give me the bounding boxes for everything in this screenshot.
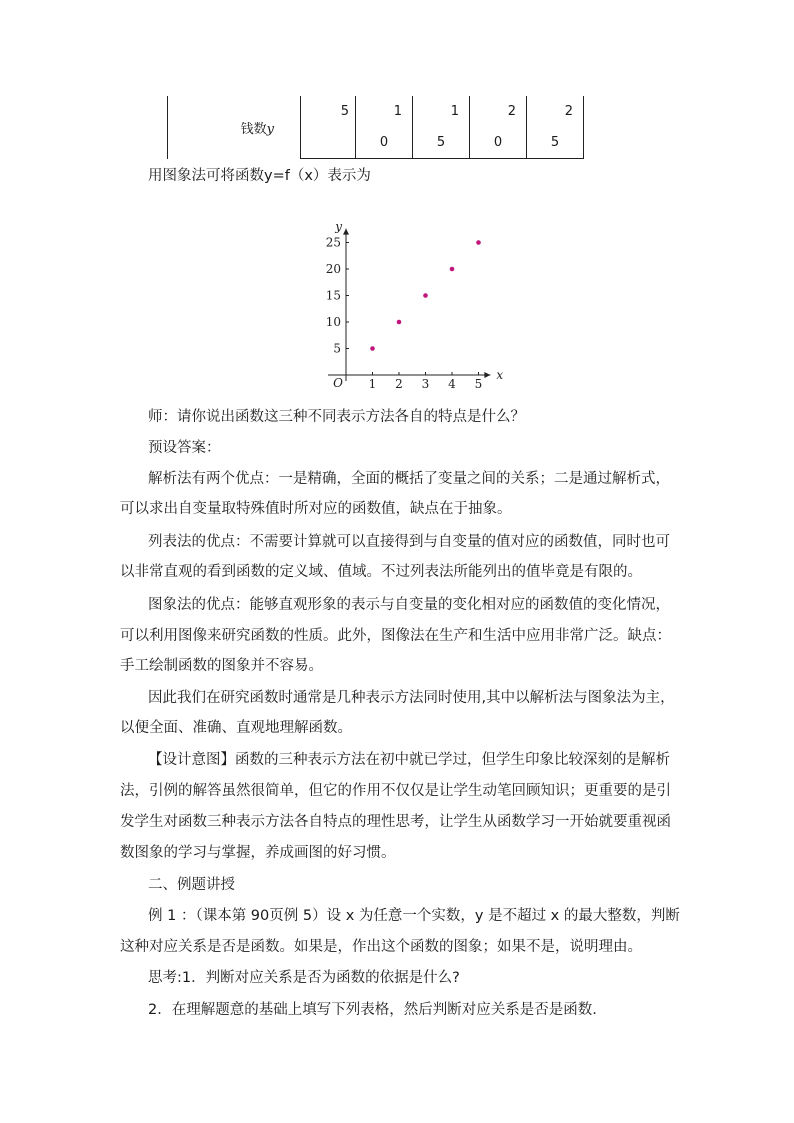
paragraph-line: 因此我们在研究函数时通常是几种表示方法同时使用,其中以解析法与图象法为主， bbox=[148, 690, 675, 706]
x-tick-label: 5 bbox=[474, 377, 483, 391]
table-cell: 1 bbox=[413, 96, 470, 127]
table-cell: 5 bbox=[413, 127, 470, 159]
paragraph-line: 思考:1．判断对应关系是否为函数的依据是什么? bbox=[148, 970, 460, 986]
section-heading: 二、例题讲授 bbox=[148, 877, 235, 893]
table-cell: 2 bbox=[470, 96, 527, 127]
table-row bbox=[168, 96, 584, 127]
x-axis-label: x bbox=[496, 368, 504, 382]
x-tick-label: 2 bbox=[395, 377, 403, 391]
table-cell: 1 bbox=[356, 96, 413, 127]
paragraph-line: 2．在理解题意的基础上填写下列表格，然后判断对应关系是否是函数. bbox=[148, 1002, 597, 1018]
x-axis-arrow bbox=[484, 372, 490, 378]
paragraph-line: 图象法的优点：能够直观形象的表示与自变量的变化相对应的函数值的变化情况， bbox=[148, 597, 670, 613]
row-variable: y bbox=[266, 121, 274, 137]
data-point bbox=[370, 346, 375, 351]
data-point bbox=[450, 267, 455, 272]
y-tick-label: 5 bbox=[333, 341, 341, 356]
paragraph-line: 法，引例的解答虽然很简单，但它的作用不仅仅是让学生动笔回顾知识；更重要的是引 bbox=[120, 783, 671, 799]
table-cell: 0 bbox=[470, 127, 527, 159]
data-point bbox=[423, 293, 428, 298]
paragraph-line: 这种对应关系是否是函数。如果是，作出这个函数的图象；如果不是，说明理由。 bbox=[120, 939, 642, 955]
x-tick-label: 4 bbox=[448, 377, 456, 391]
paragraph-line: 以非常直观的看到函数的定义域、值域。不过列表法所能列出的值毕竟是有限的。 bbox=[120, 564, 642, 580]
row-header-cell bbox=[168, 96, 301, 159]
origin-label: O bbox=[333, 376, 343, 390]
paragraph-line: 手工绘制函数的图象并不容易。 bbox=[120, 658, 323, 674]
paragraph-line: 以便全面、准确、直观地理解函数。 bbox=[120, 720, 352, 736]
paragraph-line: 解析法有两个优点：一是精确，全面的概括了变量之间的关系；二是通过解析式， bbox=[148, 471, 670, 487]
y-axis-arrow bbox=[343, 229, 349, 235]
x-tick-label: 1 bbox=[368, 377, 377, 391]
money-table bbox=[167, 96, 584, 159]
data-point bbox=[476, 240, 481, 245]
paragraph-line: 可以利用图像来研究函数的性质。此外，图像法在生产和生活中应用非常广泛。缺点： bbox=[120, 628, 671, 644]
y-tick-label: 25 bbox=[325, 235, 341, 250]
table-cell: 2 bbox=[527, 96, 584, 127]
x-tick-label: 3 bbox=[421, 377, 430, 391]
preset-answer-label: 预设答案： bbox=[148, 440, 221, 456]
row-label: 钱数 bbox=[240, 121, 267, 137]
paragraph-line: 【设计意图】函数的三种表示方法在初中就已学过，但学生印象比较深刻的是解析 bbox=[148, 752, 670, 768]
paragraph-line: 数图象的学习与掌握，养成画图的好习惯。 bbox=[120, 845, 396, 861]
question-text: 师：请你说出函数这三种不同表示方法各自的特点是什么？ bbox=[148, 409, 525, 425]
table-cell bbox=[301, 127, 356, 159]
table-cell: 0 bbox=[356, 127, 413, 159]
paragraph-line: 列表法的优点：不需要计算就可以直接得到与自变量的值对应的函数值，同时也可 bbox=[148, 534, 670, 550]
table-cell: 5 bbox=[527, 127, 584, 159]
paragraph-line: 例 1 ：（课本第 90页例 5）设 x 为任意一个实数，y 是不超过 x 的最大整数，判断 bbox=[148, 908, 680, 924]
intro-text: 用图象法可将函数y=f（x）表示为 bbox=[148, 168, 371, 184]
y-tick-label: 10 bbox=[325, 315, 341, 329]
paragraph-line: 可以求出自变量取特殊值时所对应的函数值，缺点在于抽象。 bbox=[120, 501, 512, 517]
paragraph-line: 发学生对函数三种表示方法各自特点的理性思考，让学生从函数学习一开始就要重视函 bbox=[120, 814, 671, 830]
y-axis-label: y bbox=[335, 219, 342, 234]
scatter-chart bbox=[322, 203, 502, 389]
y-tick-label: 15 bbox=[325, 288, 341, 303]
data-point bbox=[397, 320, 402, 325]
y-tick-label: 20 bbox=[325, 262, 341, 276]
table-cell: 5 bbox=[301, 96, 356, 127]
